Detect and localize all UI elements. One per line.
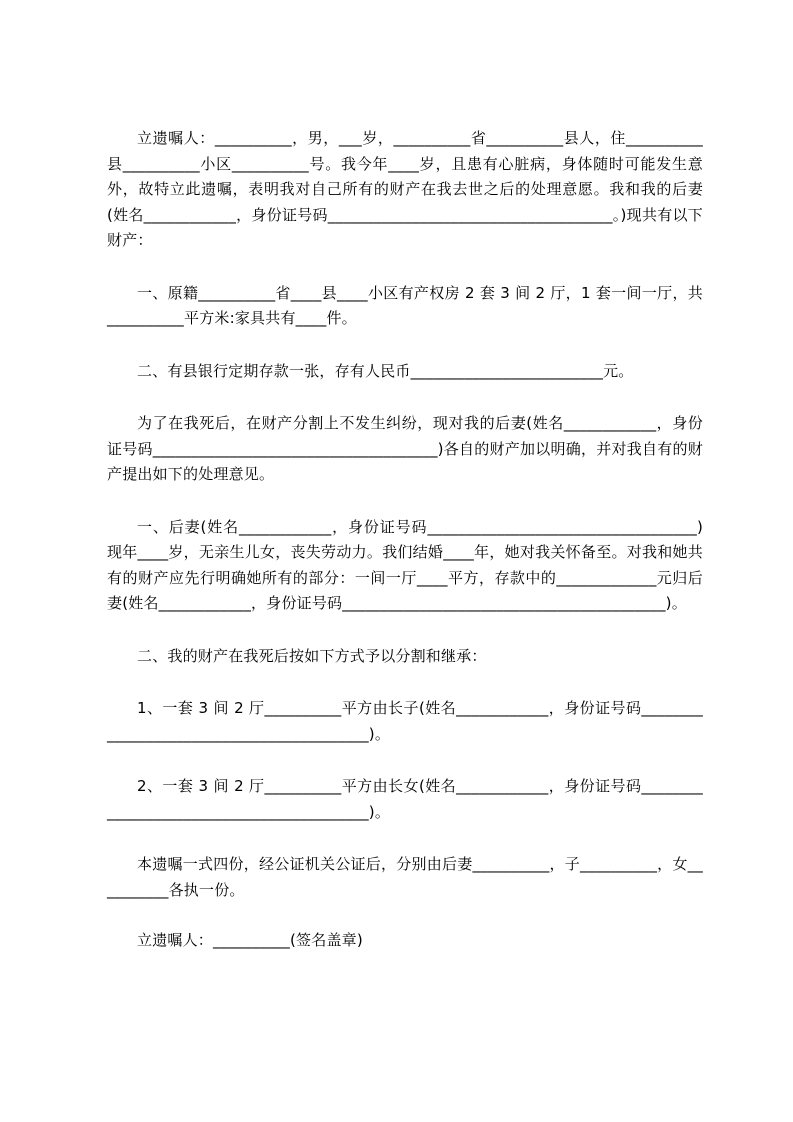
disposition-item-1: 一、后妻(姓名____________，身份证号码___________________________________)现年____岁，无亲生儿女，丧失劳动力。我们结婚____年，她对我关怀备至。对我和她共有的财产应先行明确她所有的部分：一间一厅____平方，存款中的_____________元归后妻(姓名____________，身份证号码__________________________________________)。	[107, 517, 703, 612]
intro-paragraph: 立遗嘱人：__________，男，___岁，__________省__________县人，住__________县__________小区__________号。我今年____岁，且患有心脏病，身体随时可能发生意外，故特立此遗嘱，表明我对自己所有的财产在我去世之后的处理意愿。我和我的后妻(姓名____________，身份证号码_____________________________________。)现共有以下财产：	[107, 129, 703, 249]
document-page	[107, 126, 703, 954]
property-item-2: 二、有县银行定期存款一张，存有人民币_________________________元。	[137, 361, 634, 380]
inheritance-item-1: 1、一套 3 间 2 厅__________平方由长子(姓名____________，身份证号码__________________________________________)。	[107, 699, 703, 743]
property-item-1: 一、原籍__________省____县____小区有产权房 2 套 3 间 2 厅，1 套一间一厅，共__________平方米:家具共有____件。	[107, 283, 703, 327]
disposition-item-2: 二、我的财产在我死后按如下方式予以分割和继承：	[137, 646, 487, 665]
purpose-paragraph: 为了在我死后，在财产分割上不发生纠纷，现对我的后妻(姓名____________，身份证号码_____________________________________)各自的财产加以明确，并对我自有的财产提出如下的处理意见。	[107, 414, 703, 483]
copies-paragraph: 本遗嘱一式四份，经公证机关公证后，分别由后妻__________，子__________，女__________各执一份。	[107, 855, 703, 899]
signature-line: 立遗嘱人：__________(签名盖章)	[137, 931, 363, 949]
inheritance-item-2: 2、一套 3 间 2 厅__________平方由长女(姓名____________，身份证号码__________________________________________)。	[107, 777, 703, 821]
